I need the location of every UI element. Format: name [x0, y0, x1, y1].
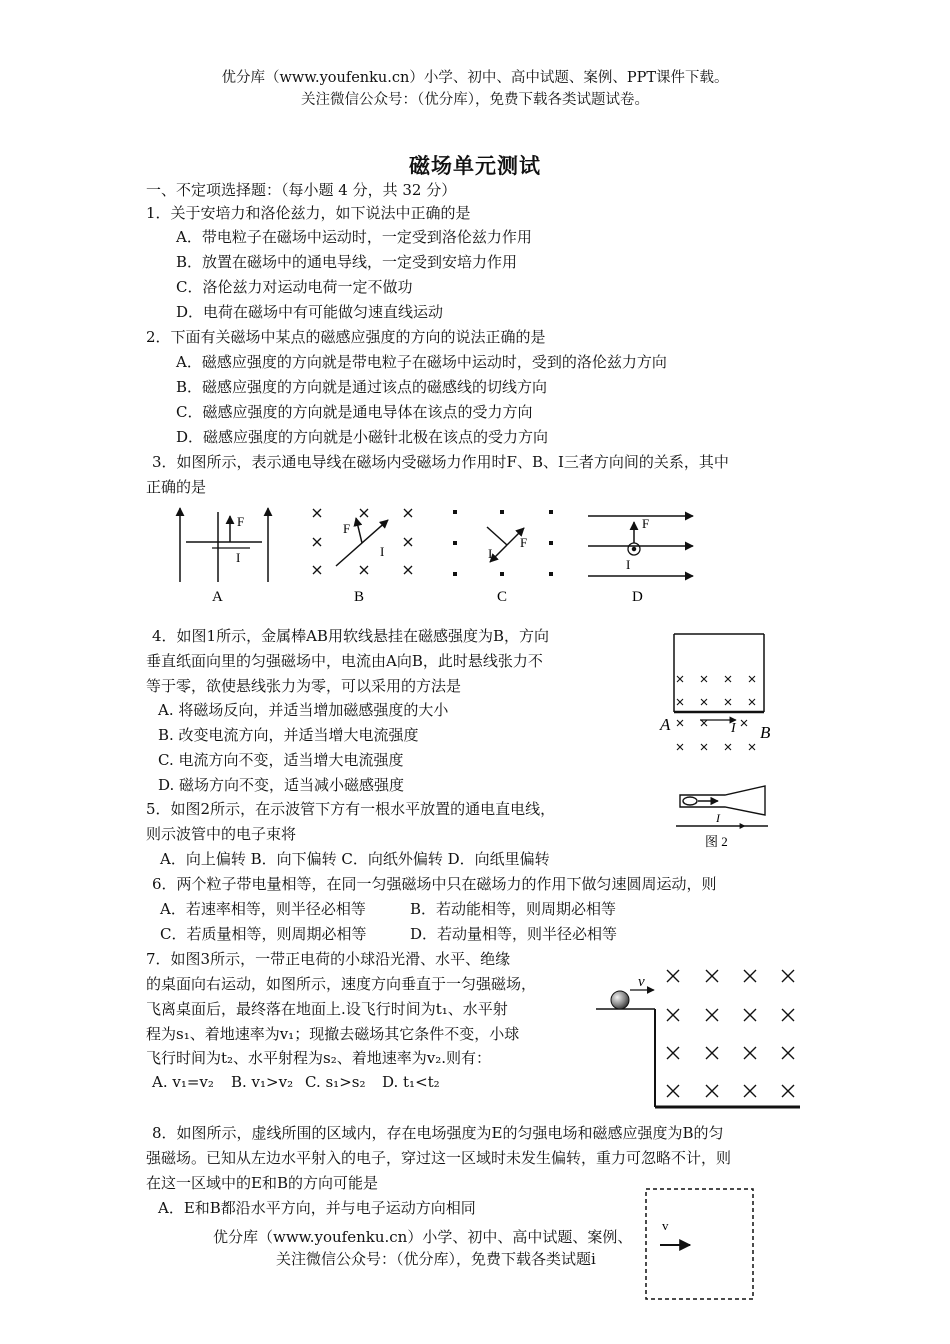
- q7-stem-line-2: 的桌面向右运动，如图所示，速度方向垂直于一匀强磁场，: [146, 975, 537, 993]
- q3-c-current-label: I: [488, 546, 493, 561]
- q5-stem-line-1: 5．如图2所示，在示波管下方有一根水平放置的通电直电线，: [146, 800, 556, 818]
- q3-d-current-label: I: [626, 557, 631, 572]
- q3-label-d: D: [632, 589, 643, 605]
- q7-stem-line-5: 飞行时间为t₂、水平射程为s₂、着地速率为v₂.则有：: [146, 1049, 492, 1067]
- q6-option-a: A．若速率相等，则半径必相等: [160, 900, 366, 918]
- section-heading: 一、不定项选择题：（每小题 4 分，共 32 分）: [146, 181, 457, 199]
- header-line-1: 优分库（www.youfenku.cn）小学、初中、高中试题、案例、PPT课件下载。: [221, 70, 729, 86]
- q3-a-current-label: I: [236, 550, 241, 565]
- q2-option-d: D．磁感应强度的方向就是小磁针北极在该点的受力方向: [176, 428, 549, 446]
- q3-b-force-label: F: [343, 521, 351, 536]
- q1-option-b: B．放置在磁场中的通电导线，一定受到安培力作用: [176, 253, 518, 271]
- q7-stem-line-3: 飞离桌面后，最终落在地面上.设飞行时间为t₁、水平射: [146, 1000, 508, 1018]
- q4-option-d: D. 磁场方向不变，适当减小磁感强度: [158, 776, 405, 794]
- q3-d-force-label: F: [642, 516, 650, 531]
- q3-stem-line-2: 正确的是: [146, 478, 207, 496]
- q7-option-c: C. s₁>s₂: [305, 1073, 366, 1091]
- q5-options: A．向上偏转 B．向下偏转 C．向纸外偏转 D．向纸里偏转: [160, 850, 550, 868]
- q3-b-current-label: I: [380, 544, 385, 559]
- page-title: 磁场单元测试: [409, 153, 541, 178]
- q4-option-c: C. 电流方向不变，适当增大电流强度: [158, 751, 404, 769]
- q8-stem-line-2: 强磁场。已知从左边水平射入的电子，穿过这一区域时未发生偏转，重力可忽略不计，则: [146, 1149, 732, 1167]
- q8-velocity-label: v: [662, 1218, 669, 1233]
- q5-stem-line-2: 则示波管中的电子束将: [146, 825, 297, 843]
- q3-label-c: C: [497, 589, 508, 605]
- q3-label-b: B: [354, 589, 365, 605]
- q4-current-label: I: [731, 721, 736, 736]
- q8-option-a: A．E和B都沿水平方向，并与电子运动方向相同: [158, 1199, 476, 1217]
- q7-option-b: B. v₁>v₂: [231, 1073, 294, 1091]
- q5-figure-caption: 图 2: [705, 834, 728, 849]
- q3-c-force-label: F: [520, 535, 528, 550]
- q6-option-d: D．若动量相等，则半径必相等: [410, 925, 618, 943]
- q5-current-label: I: [716, 811, 720, 825]
- q7-stem-line-1: 7．如图3所示，一带正电荷的小球沿光滑、水平、绝缘: [146, 950, 511, 968]
- footer-line-1: 优分库（www.youfenku.cn）小学、初中、高中试题、案例、: [213, 1228, 633, 1246]
- q2-option-b: B．磁感应强度的方向就是通过该点的磁感线的切线方向: [176, 378, 548, 396]
- footer-line-2: 关注微信公众号：（优分库），免费下载各类试题i: [276, 1250, 596, 1268]
- q8-stem-line-3: 在这一区域中的E和B的方向可能是: [146, 1174, 378, 1192]
- q1-stem: 1．关于安培力和洛伦兹力，如下说法中正确的是: [146, 204, 471, 222]
- q6-option-b: B．若动能相等，则周期必相等: [410, 900, 617, 918]
- q3-label-a: A: [212, 589, 223, 605]
- q7-stem-line-4: 程为s₁、着地速率为v₁；现撤去磁场其它条件不变，小球: [146, 1025, 520, 1043]
- header-line-2: 关注微信公众号：（优分库），免费下载各类试题试卷。: [301, 92, 649, 108]
- q6-stem: 6．两个粒子带电量相等，在同一匀强磁场中只在磁场力的作用下做匀速圆周运动，则: [152, 875, 717, 893]
- q7-velocity-label: v: [638, 974, 645, 990]
- q4-option-a: A. 将磁场反向，并适当增加磁感强度的大小: [158, 701, 449, 719]
- q4-end-a-label: A: [660, 715, 671, 734]
- q1-option-a: A．带电粒子在磁场中运动时，一定受到洛伦兹力作用: [176, 228, 532, 246]
- q3-stem-line-1: 3．如图所示，表示通电导线在磁场内受磁场力作用时F、B、I三者方向间的关系，其中: [152, 453, 729, 471]
- q4-stem-line-1: 4．如图1所示，金属棒AB用软线悬挂在磁感强度为B，方向: [152, 627, 549, 645]
- q8-stem-line-1: 8．如图所示，虚线所围的区域内，存在电场强度为E的匀强电场和磁感应强度为B的匀: [152, 1124, 724, 1142]
- q6-option-c: C．若质量相等，则周期必相等: [160, 925, 367, 943]
- q4-end-b-label: B: [760, 723, 771, 742]
- q2-stem: 2．下面有关磁场中某点的磁感应强度的方向的说法正确的是: [146, 328, 546, 346]
- q2-option-a: A．磁感应强度的方向就是带电粒子在磁场中运动时，受到的洛伦兹力方向: [176, 353, 667, 371]
- q4-stem-line-3: 等于零，欲使悬线张力为零，可以采用的方法是: [146, 677, 462, 695]
- q4-option-b: B. 改变电流方向，并适当增大电流强度: [158, 726, 419, 744]
- q1-option-d: D．电荷在磁场中有可能做匀速直线运动: [176, 303, 444, 321]
- q4-stem-line-2: 垂直纸面向里的匀强磁场中，电流由A向B，此时悬线张力不: [146, 652, 543, 670]
- q1-option-c: C．洛伦兹力对运动电荷一定不做功: [176, 278, 413, 296]
- q2-option-c: C．磁感应强度的方向就是通电导体在该点的受力方向: [176, 403, 533, 421]
- q7-option-a: A. v₁=v₂: [152, 1073, 214, 1091]
- q3-a-force-label: F: [237, 514, 245, 529]
- q7-option-d: D. t₁<t₂: [382, 1073, 440, 1091]
